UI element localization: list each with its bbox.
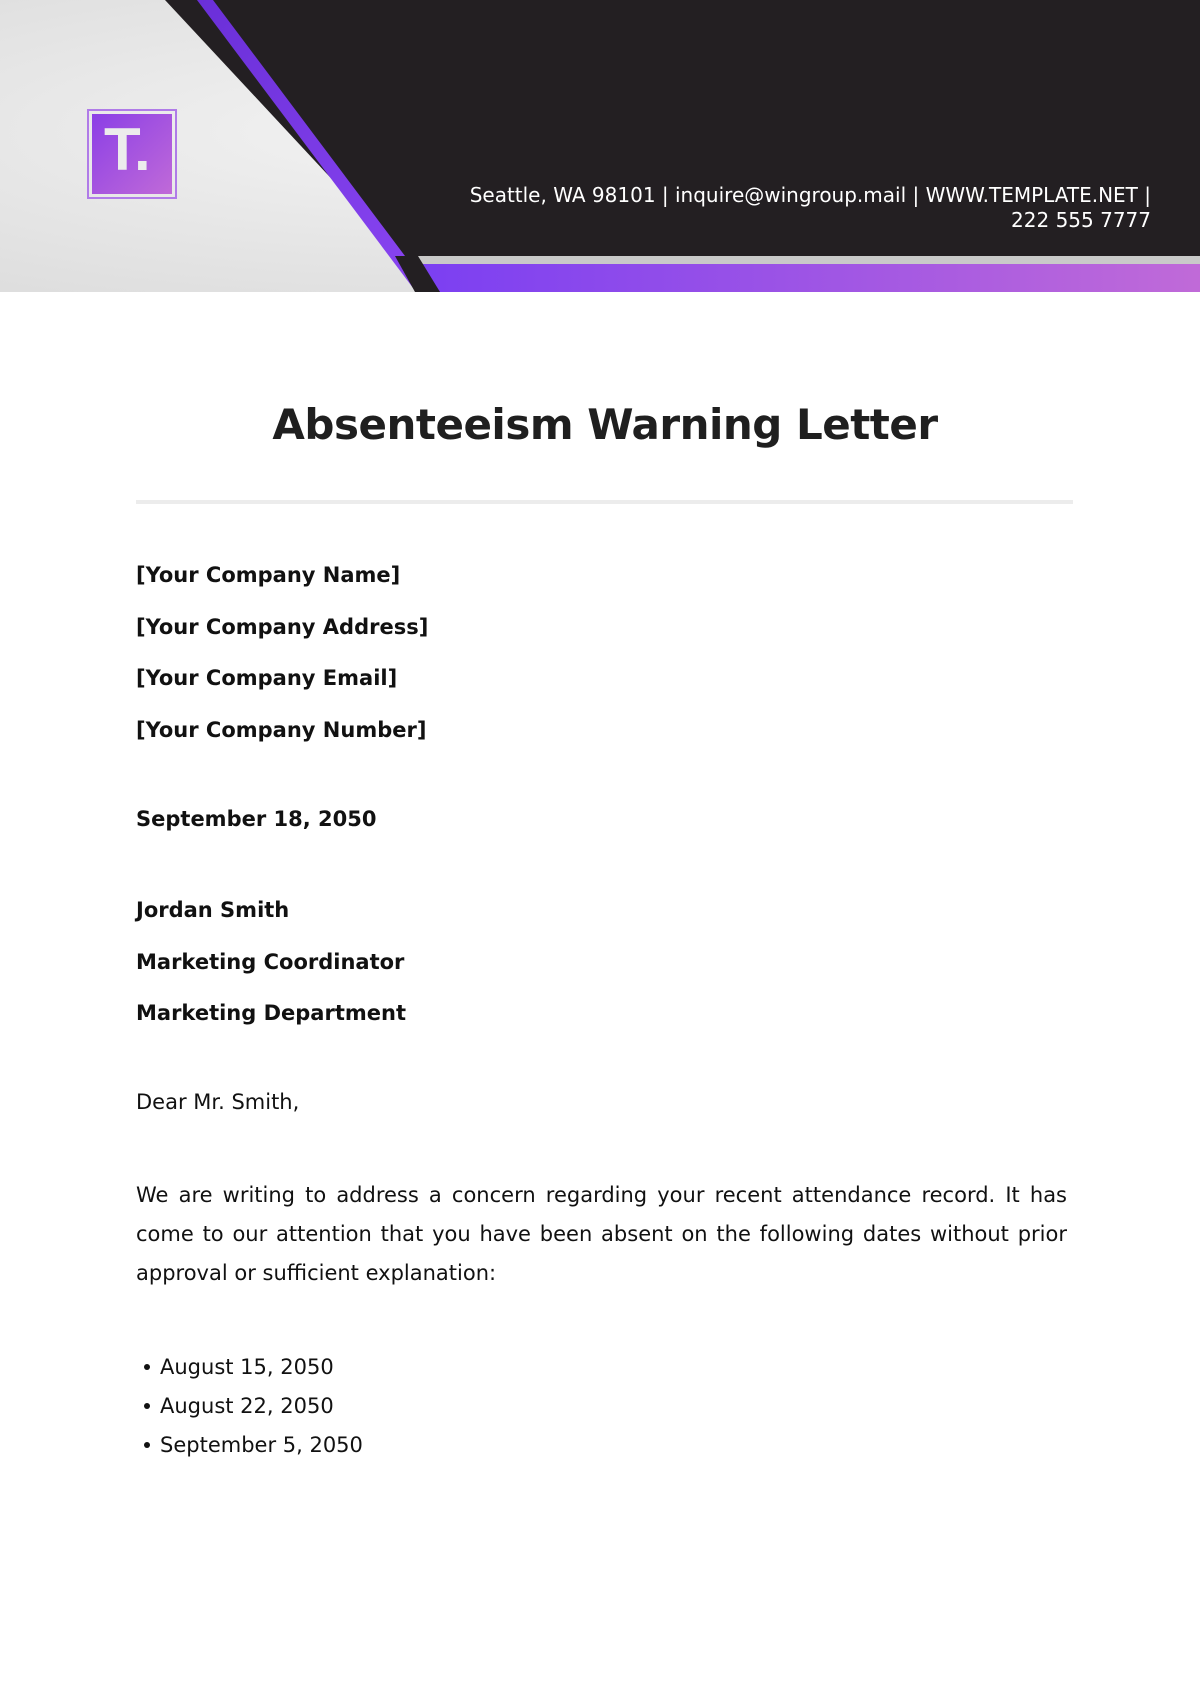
document-title: Absenteeism Warning Letter (272, 400, 938, 449)
company-number: [Your Company Number] (136, 717, 427, 742)
absence-dates-list (144, 1347, 363, 1464)
header-contact-info (451, 183, 1151, 233)
title-divider (136, 500, 1073, 504)
bullet-icon (144, 1364, 150, 1370)
recipient-block (136, 895, 406, 1050)
template-logo-icon (92, 114, 172, 194)
contact-line-2: 222 555 7777 (1011, 208, 1151, 232)
company-name: [Your Company Name] (136, 563, 401, 587)
absence-date: August 22, 2050 (160, 1393, 334, 1418)
logo-letter: T. (104, 116, 151, 183)
list-item (144, 1425, 363, 1464)
salutation: Dear Mr. Smith, (136, 1090, 300, 1114)
letterhead-banner (0, 0, 1200, 292)
company-address: [Your Company Address] (136, 614, 429, 639)
sender-block (136, 560, 428, 766)
company-email: [Your Company Email] (136, 666, 398, 690)
bullet-icon (144, 1442, 150, 1448)
recipient-title: Marketing Coordinator (136, 949, 405, 974)
letterhead-graphic (0, 0, 1200, 292)
company-logo (87, 109, 177, 199)
letter-date-block (136, 804, 376, 856)
list-item (144, 1347, 363, 1386)
contact-line-1: Seattle, WA 98101 | inquire@wingroup.mail | WWW.TEMPLATE.NET | (469, 183, 1151, 207)
recipient-department: Marketing Department (136, 1001, 406, 1025)
letter-date: September 18, 2050 (136, 807, 377, 831)
recipient-name: Jordan Smith (136, 898, 290, 922)
bullet-icon (144, 1403, 150, 1409)
list-item (144, 1386, 363, 1425)
body-paragraph: We are writing to address a concern regarding your recent attendance record. It has come to our attention that you have been absent on the following dates without prior approval or sufficient explanation: (136, 1183, 1067, 1285)
absence-date: September 5, 2050 (160, 1432, 363, 1457)
absence-date: August 15, 2050 (160, 1354, 334, 1379)
